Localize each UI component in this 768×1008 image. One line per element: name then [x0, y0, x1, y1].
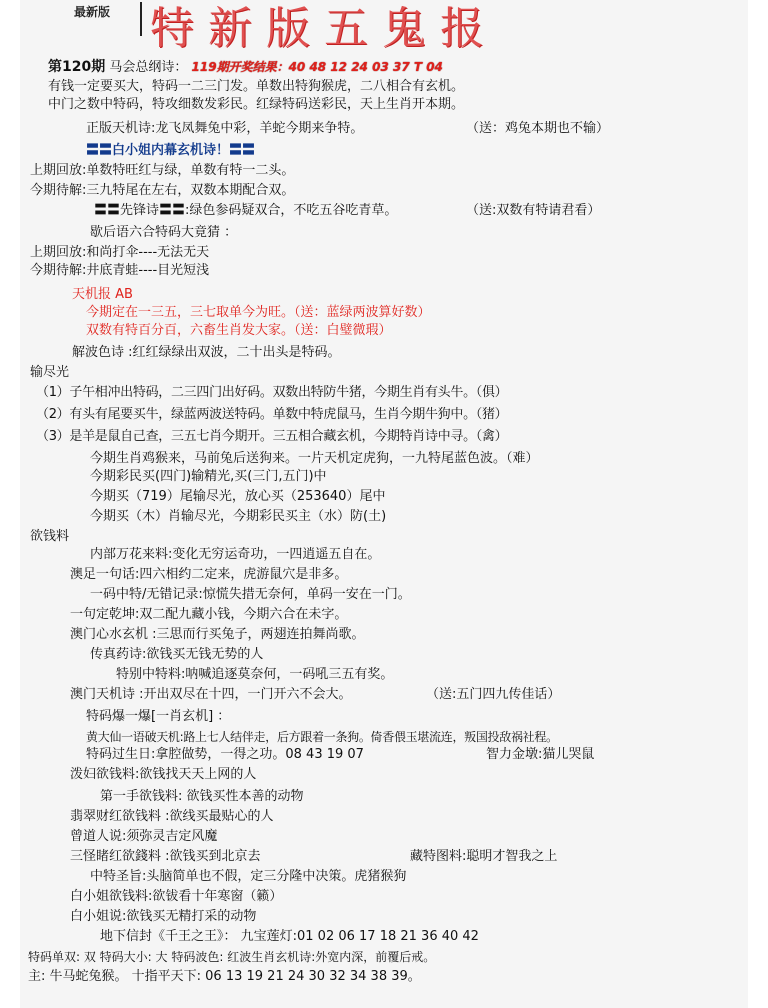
text-line: 特码单双: 双 特码大小: 大 特码波色: 红波生肖玄机诗:外宽内深，前覆后戒。 [28, 950, 436, 964]
text-line: 三怪睹红欲錢料 :欲钱买到北京去 [70, 849, 261, 864]
issue-line [48, 58, 443, 77]
text-line: 曾道人说:须弥灵吉定风魔 [70, 829, 218, 844]
page-title: 特新版五鬼报 [150, 3, 498, 54]
text-line: 澳足一句话:四六相约二定来，虎游鼠穴是非多。 [70, 567, 348, 582]
text-line: 上期回放:单数特旺红与绿，单数有特一二头。 [30, 163, 295, 178]
section-heading: 欲钱料 [30, 529, 70, 544]
poem-label: 马会总纲诗： [109, 60, 188, 75]
text-line: 今期买（木）肖输尽光，今期彩民买主（水）防(土) [90, 509, 387, 524]
text-line: （送：鸡兔本期也不输） [466, 121, 610, 136]
text-line: 今期买（719）尾输尽光，放心买（253640）尾中 [90, 489, 386, 504]
text-line: 〓〓先锋诗〓〓:绿色参码疑双合，不吃五谷吃青草。 [94, 203, 398, 218]
text-line: 主: 牛马蛇兔猴。 十指平天下: 06 13 19 21 24 30 32 34 38 39。 [28, 969, 421, 984]
latest-edition-label: 最新版 [74, 5, 111, 19]
text-line: 双数有特百分百，六畜生肖发大家。（送：白璧微瑕） [86, 323, 392, 338]
text-line: 一句定乾坤:双二配九藏小钱，今期六合在未字。 [70, 607, 348, 622]
text-line: 解波色诗 :红红绿绿出双波，二十出头是特码。 [72, 345, 341, 360]
text-line: 第一手欲钱料: 欲钱买性本善的动物 [100, 789, 304, 804]
text-line: 中门之数中特码，特攻细数发彩民。红绿特码送彩民，天上生肖开本期。 [48, 97, 465, 112]
text-line: 特码爆一爆[一肖玄机] ： [86, 709, 231, 724]
text-line: 传真药诗:欲钱买无钱无势的人 [90, 647, 264, 662]
draw-result: 119期开奖结果：40 48 12 24 03 37 T 04 [191, 60, 443, 74]
text-line: 翡翠财红欲钱料 :欲线买最贴心的人 [70, 809, 274, 824]
text-line: 藏特图料:聪明才智我之上 [410, 849, 558, 864]
header-divider [140, 2, 142, 36]
text-line: 中特圣旨:头脑简单也不假，定三分隆中决策。虎猪猴狗 [90, 869, 407, 884]
text-line: 地下信封《千王之王》： 九宝莲灯:01 02 06 17 18 21 36 40 42 [100, 929, 479, 944]
text-line: 正版天机诗:龙飞凤舞兔中彩，羊蛇今期来争特。 [86, 121, 364, 136]
text-line: 黄大仙一语破天机:路上七人结伴走，后方跟着一条狗。倚香偎玉堪流连，叛国投敌祸社程。 [86, 730, 558, 744]
text-line: 今期待解:三九特尾在左右，双数本期配合双。 [30, 183, 295, 198]
text-line: 歇后语六合特码大竟猜 ： [90, 225, 238, 240]
text-line: 澳门天机诗 :开出双尽在十四，一门开六不会大。 [70, 687, 352, 702]
text-line: 今期生肖鸡猴来，马前兔后送狗来。一片天机定虎狗，一九特尾蓝色波。（难） [90, 451, 539, 466]
text-line: （送:五门四九传佳话） [426, 687, 561, 702]
text-line: 今期待解:井底青蛙----目光短浅 [30, 263, 210, 278]
text-line: 有钱一定要买大，特码一二三门发。单数出特狗猴虎，二八相合有玄机。 [48, 79, 465, 94]
section-heading: 输尽光 [30, 365, 70, 380]
text-line: 〓〓白小姐内幕玄机诗！〓〓 [86, 143, 256, 158]
text-line: 今期定在一三五，三七取单今为旺。（送：蓝绿两波算好数） [86, 305, 431, 320]
text-line: 智力金墩:猫儿哭鼠 [486, 747, 595, 762]
text-line: 上期回放:和尚打伞----无法无天 [30, 245, 210, 260]
text-line: 今期彩民买(四门)输精光,买(三门,五门)中 [90, 469, 327, 484]
text-line: 特别中特料:呐喊追逐莫奈何，一码吼三五有奖。 [116, 667, 394, 682]
text-line: 特码过生日:拿腔做势，一得之功。08 43 19 07 [86, 747, 364, 762]
text-line: 内部万花来料:变化无穷运奇功，一四逍遥五自在。 [90, 547, 381, 562]
text-line: 天机报 AB [72, 287, 133, 302]
text-line: （2）有头有尾要买牛，绿蓝两波送特码。单数中特虎鼠马，生肖今期牛狗中。（猪） [36, 407, 508, 422]
text-line: 白小姐欲钱料:欲钹看十年寒窗（籁） [70, 889, 283, 904]
text-line: 泼妇欲钱料:欲钱找天天上网的人 [70, 767, 257, 782]
text-line: （3）是羊是鼠自己查，三五七肖今期开。三五相合藏玄机，今期特肖诗中寻。（禽） [36, 429, 508, 444]
issue-number: 第120期 [48, 59, 106, 75]
text-line: （1）子午相冲出特码，二三四门出好码。双数出特防牛猪，今期生肖有头牛。（俱） [36, 385, 508, 400]
text-line: （送:双数有特请君看） [466, 203, 601, 218]
text-line: 澳门心水玄机 :三思而行买兔子，两翅连拍舞尚歌。 [70, 627, 365, 642]
text-line: 一码中特/无错记录:惊慌失措无奈何，单码一安在一门。 [90, 587, 411, 602]
text-line: 白小姐说:欲钱买无精打采的动物 [70, 909, 257, 924]
